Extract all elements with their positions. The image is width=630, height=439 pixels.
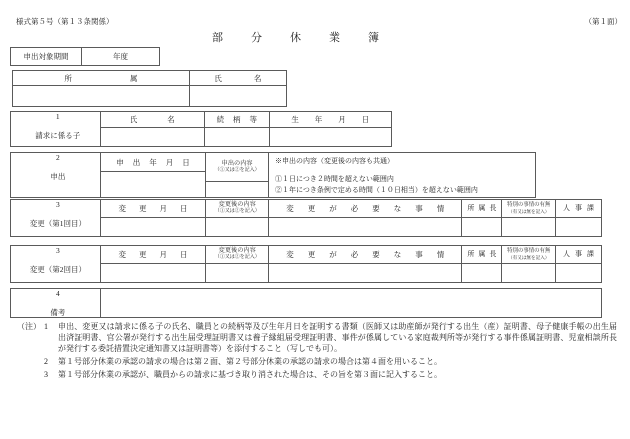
change2-chief-header: 所属長: [467, 250, 501, 259]
affiliation-header-cell: [13, 71, 196, 86]
change2-special-entry-cell: [502, 264, 555, 282]
change1-hr-header-cell: [556, 200, 601, 218]
note-1-text: 申出、変更又は請求に係る子の氏名、職員との続柄等及び生年月日を証明する書類（医師又は助産師が発行する出生（産）証明書、母子健康手帳の出生届出済証明書、官公署が発行する出生届受理証明書又は養子縁組届受理証明書、事件が係属している家庭裁判所等が発行する事件係属証明書、児童相談所長が発行する委託措置決定通知書又は証明書等）を添付すること（写しでも可）。: [58, 322, 617, 353]
birthdate-header-cell: [270, 112, 391, 128]
change1-hr-column: [556, 200, 601, 236]
change1-hr-header: 人事課: [563, 204, 600, 213]
change2-hr-header: 人事課: [563, 250, 600, 259]
change2-date-header: 変更月日: [118, 250, 201, 259]
change2-content-entry-cell: [206, 264, 268, 282]
affiliation-column: [13, 71, 196, 106]
application-date-header: 申出年月日: [116, 157, 199, 167]
change2-date-column: [101, 246, 207, 282]
application-shared-note: ※申出の内容（変更後の内容も共通）: [275, 157, 394, 165]
change2-special-header-cell: [502, 246, 555, 264]
change1-chief-header: 所属長: [467, 204, 501, 213]
relation-header-cell: [205, 112, 269, 128]
application-content-entry-cell: [206, 182, 268, 197]
section3-first-number: 3: [55, 200, 60, 209]
section2-label: 申出: [50, 172, 66, 181]
birthdate-header: 生年月日: [291, 115, 386, 124]
application-option1: ①１日につき２時間を超えない範囲内: [275, 175, 394, 183]
section3-second-label-cell: [11, 246, 101, 282]
name-entry-cell: [190, 86, 286, 106]
change1-date-column: [101, 200, 207, 236]
affiliation-header: 所属: [64, 73, 196, 83]
application-content-column: [206, 153, 269, 197]
change2-special-column: [502, 246, 556, 282]
section1-label-cell: [11, 112, 101, 146]
section3-first-label-cell: [11, 200, 101, 236]
section1-label: 請求に係る子: [35, 131, 81, 140]
change1-special-header-cell: [502, 200, 555, 218]
change1-date-header-cell: [101, 200, 206, 218]
relation-column: [205, 112, 270, 146]
application-date-header-cell: [101, 153, 206, 172]
change2-reason-header-cell: [269, 246, 461, 264]
note-item-1: [17, 322, 617, 354]
application-date-entry-cell: [101, 172, 206, 197]
change2-special-header: 特別の事情の有無: [507, 248, 551, 255]
change2-reason-column: [269, 246, 462, 282]
section1-number: 1: [55, 112, 60, 121]
change1-reason-header-cell: [269, 200, 461, 218]
change1-reason-column: [269, 200, 462, 236]
change2-hr-column: [556, 246, 601, 282]
change1-content-entry-cell: [206, 218, 268, 236]
period-value: 年度: [113, 52, 129, 61]
change1-date-header: 変更月日: [118, 204, 201, 213]
change1-special-header: 特別の事情の有無: [507, 202, 551, 209]
application-options-cell: [269, 153, 535, 197]
note-prefix: （注）: [17, 322, 41, 331]
section4-label: 備考: [50, 308, 66, 317]
application-content-header-cell: [206, 153, 268, 182]
note-3-text: 第１号部分休業の承認が、職員からの請求に基づき取り消された場合は、その旨を第３面に記入すること。: [58, 370, 442, 380]
name-header: 氏名: [214, 73, 294, 83]
form-title: [212, 29, 407, 45]
note-2-number: 2: [44, 356, 48, 366]
child-name-header: 氏名: [129, 115, 205, 124]
change2-content-note: （①又は②を記入）: [214, 255, 260, 261]
change1-hr-entry-cell: [556, 218, 601, 236]
change1-special-column: [502, 200, 556, 236]
change1-chief-column: [462, 200, 502, 236]
relation-entry-cell: [205, 128, 269, 146]
identity-table: [12, 70, 294, 107]
note-item-2: [17, 357, 617, 368]
section4-table: [10, 288, 602, 318]
section3-second-label: 変更（第2回目）: [29, 265, 86, 274]
section3-second-table: [10, 245, 602, 283]
change1-content-header-cell: [206, 200, 268, 218]
change1-reason-entry-cell: [269, 218, 461, 236]
period-label-cell: [11, 48, 82, 65]
section3-second-number: 3: [55, 246, 60, 255]
name-header-cell: [190, 71, 294, 86]
change2-hr-entry-cell: [556, 264, 601, 282]
change1-content-column: [206, 200, 269, 236]
birthdate-column: [270, 112, 391, 146]
change2-date-header-cell: [101, 246, 206, 264]
section3-first-label: 変更（第1回目）: [29, 219, 86, 228]
form-title-text: 部分休業簿: [212, 32, 407, 44]
page-marker: （第１面）: [584, 17, 622, 26]
change2-content-column: [206, 246, 269, 282]
change2-reason-header: 変更が必要な事情: [286, 250, 459, 259]
remarks-entry-cell: [101, 289, 601, 317]
change1-chief-entry-cell: [462, 218, 501, 236]
change2-content-header: 変更後の内容: [218, 247, 256, 255]
relation-header: 続柄等: [216, 115, 267, 124]
child-name-header-cell: [101, 112, 204, 128]
note-3-number: 3: [44, 370, 48, 380]
section4-label-cell: [11, 289, 101, 317]
section2-number: 2: [55, 153, 60, 162]
period-label: 申出対象期間: [23, 52, 69, 61]
change1-content-header: 変更後の内容: [218, 201, 256, 209]
change1-chief-header-cell: [462, 200, 501, 218]
change1-reason-header: 変更が必要な事情: [286, 204, 459, 213]
change2-chief-entry-cell: [462, 264, 501, 282]
application-content-header: 申出の内容: [221, 159, 253, 167]
application-content-note: （①又は②を記入）: [214, 167, 260, 173]
note-1-number: 1: [44, 322, 48, 331]
change2-special-note: （有又は無を記入）: [508, 255, 550, 260]
note-item-3: [17, 370, 617, 381]
change1-special-entry-cell: [502, 218, 555, 236]
change1-special-note: （有又は無を記入）: [508, 209, 550, 214]
period-value-cell: [82, 48, 159, 65]
affiliation-entry-cell: [13, 86, 189, 106]
period-table: [10, 47, 160, 66]
change2-date-entry-cell: [101, 264, 206, 282]
note-2-text: 第１号部分休業の承認の請求の場合は第２面、第２号部分休業の承認の請求の場合は第４面を用いること。: [58, 356, 442, 366]
change1-content-note: （①又は②を記入）: [214, 209, 260, 215]
notes-block: [17, 322, 617, 381]
child-name-column: [101, 112, 205, 146]
change2-content-header-cell: [206, 246, 268, 264]
section3-first-table: [10, 199, 602, 237]
section1-table: [10, 111, 392, 147]
name-column: [190, 71, 294, 106]
form-number: 様式第５号（第１３条関係）: [16, 17, 114, 26]
change1-date-entry-cell: [101, 218, 206, 236]
birthdate-entry-cell: [270, 128, 391, 146]
change2-chief-header-cell: [462, 246, 501, 264]
application-date-column: [101, 153, 207, 197]
section4-number: 4: [55, 289, 60, 298]
change2-chief-column: [462, 246, 502, 282]
child-name-entry-cell: [101, 128, 204, 146]
section2-table: [10, 152, 536, 198]
section2-label-cell: [11, 153, 101, 197]
change2-reason-entry-cell: [269, 264, 461, 282]
application-option2: ②１年につき条例で定める時間（１０日相当）を超えない範囲内: [275, 186, 478, 194]
change2-hr-header-cell: [556, 246, 601, 264]
